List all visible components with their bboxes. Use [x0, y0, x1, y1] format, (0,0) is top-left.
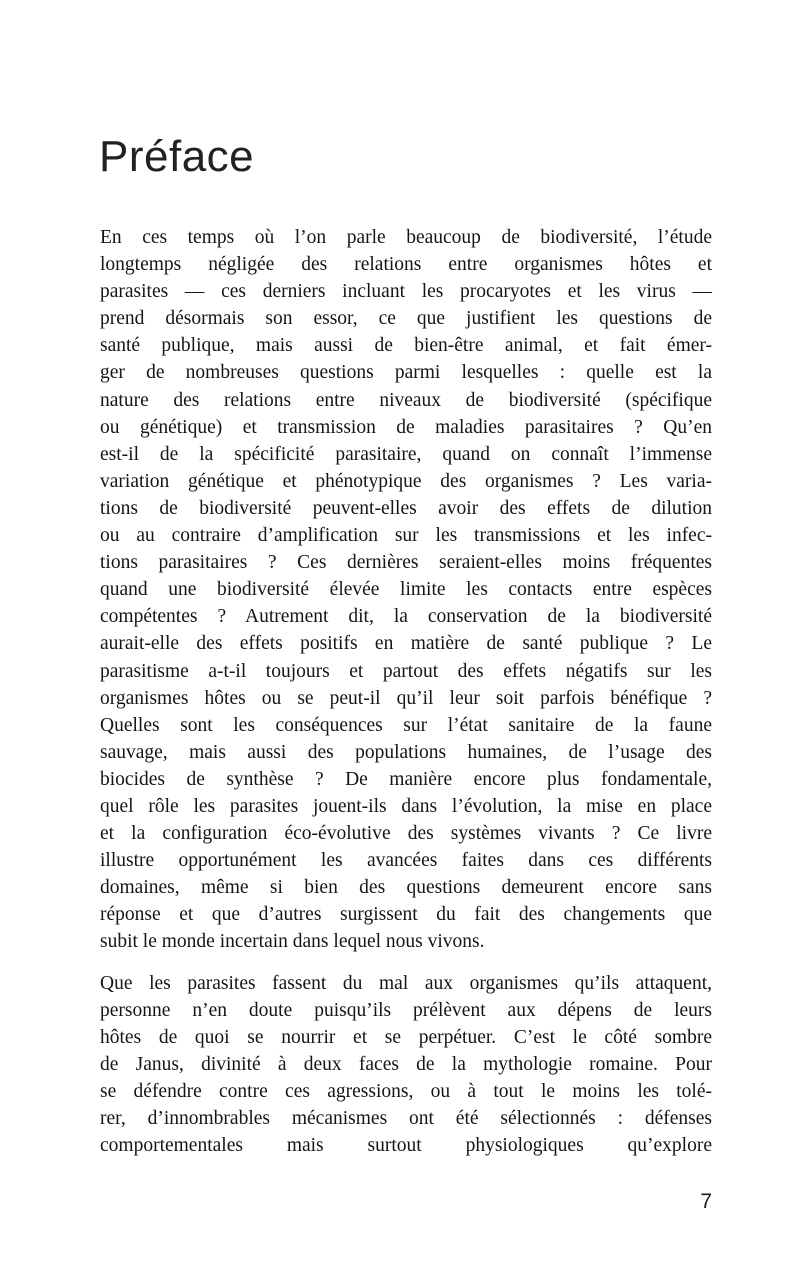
text-line: prend désormais son essor, ce que justifient les questions de: [100, 308, 712, 330]
page-number: 7: [700, 1190, 712, 1213]
text-line: tions de biodiversité peuvent-elles avoir des effets de dilution: [100, 497, 712, 519]
text-line: organismes hôtes ou se peut-il qu’il leur soit parfois bénéfique ?: [100, 687, 712, 709]
text-line: Que les parasites fassent du mal aux organismes qu’ils attaquent,: [100, 972, 712, 994]
text-line: personne n’en doute puisqu’ils prélèvent aux dépens de leurs: [100, 999, 712, 1021]
text-line: et la configuration éco-évolutive des systèmes vivants ? Ce livre: [100, 823, 712, 845]
text-line: parasitisme a-t-il toujours et partout des effets négatifs sur les: [100, 660, 712, 682]
text-line: quand une biodiversité élevée limite les contacts entre espèces: [100, 579, 712, 601]
text-line: hôtes de quoi se nourrir et se perpétuer. C’est le côté sombre: [100, 1026, 712, 1048]
text-line: nature des relations entre niveaux de biodiversité (spécifique: [100, 389, 712, 411]
text-line: longtemps négligée des relations entre organismes hôtes et: [100, 254, 712, 276]
text-line: parasites — ces derniers incluant les procaryotes et les virus —: [100, 281, 712, 303]
text-line: rer, d’innombrables mécanismes ont été sélectionnés : défenses: [100, 1108, 712, 1129]
text-line: domaines, même si bien des questions demeurent encore sans: [100, 877, 712, 899]
text-line: de Janus, divinité à deux faces de la mythologie romaine. Pour: [100, 1053, 712, 1075]
text-line: ou génétique) et transmission de maladies parasitaires ? Qu’en: [100, 416, 712, 438]
text-line: Quelles sont les conséquences sur l’état sanitaire de la faune: [100, 714, 712, 736]
text-line: tions parasitaires ? Ces dernières seraient-elles moins fréquentes: [100, 552, 712, 574]
text-line: se défendre contre ces agressions, ou à tout le moins les tolé-: [100, 1080, 712, 1102]
text-line: santé publique, mais aussi de bien-être animal, et fait émer-: [100, 335, 712, 357]
text-line: est-il de la spécificité parasitaire, quand on connaît l’immense: [100, 443, 712, 465]
preface-text: [100, 224, 712, 1159]
text-line: quel rôle les parasites jouent-ils dans l’évolution, la mise en place: [100, 795, 712, 817]
text-line: ger de nombreuses questions parmi lesquelles : quelle est la: [100, 362, 712, 384]
text-line: réponse et que d’autres surgissent du fait des changements que: [100, 904, 712, 926]
text-line: illustre opportunément les avancées faites dans ces différents: [100, 850, 712, 872]
text-line: En ces temps où l’on parle beaucoup de biodiversité, l’étude: [100, 227, 712, 248]
paragraph: [100, 970, 712, 1160]
text-line: comportementales mais surtout physiologiques qu’explore: [100, 1135, 712, 1157]
text-line: sauvage, mais aussi des populations humaines, de l’usage des: [100, 741, 712, 763]
text-line: variation génétique et phénotypique des organismes ? Les varia-: [100, 470, 712, 492]
text-line: subit le monde incertain dans lequel nous vivons.: [100, 931, 485, 953]
text-line: aurait-elle des effets positifs en matière de santé publique ? Le: [100, 633, 712, 655]
page-title: Préface: [99, 132, 255, 182]
text-line: compétentes ? Autrement dit, la conservation de la biodiversité: [100, 606, 712, 628]
text-line: ou au contraire d’amplification sur les transmissions et les infec-: [100, 525, 712, 547]
text-line: biocides de synthèse ? De manière encore plus fondamentale,: [100, 768, 712, 790]
paragraph: [100, 224, 712, 956]
